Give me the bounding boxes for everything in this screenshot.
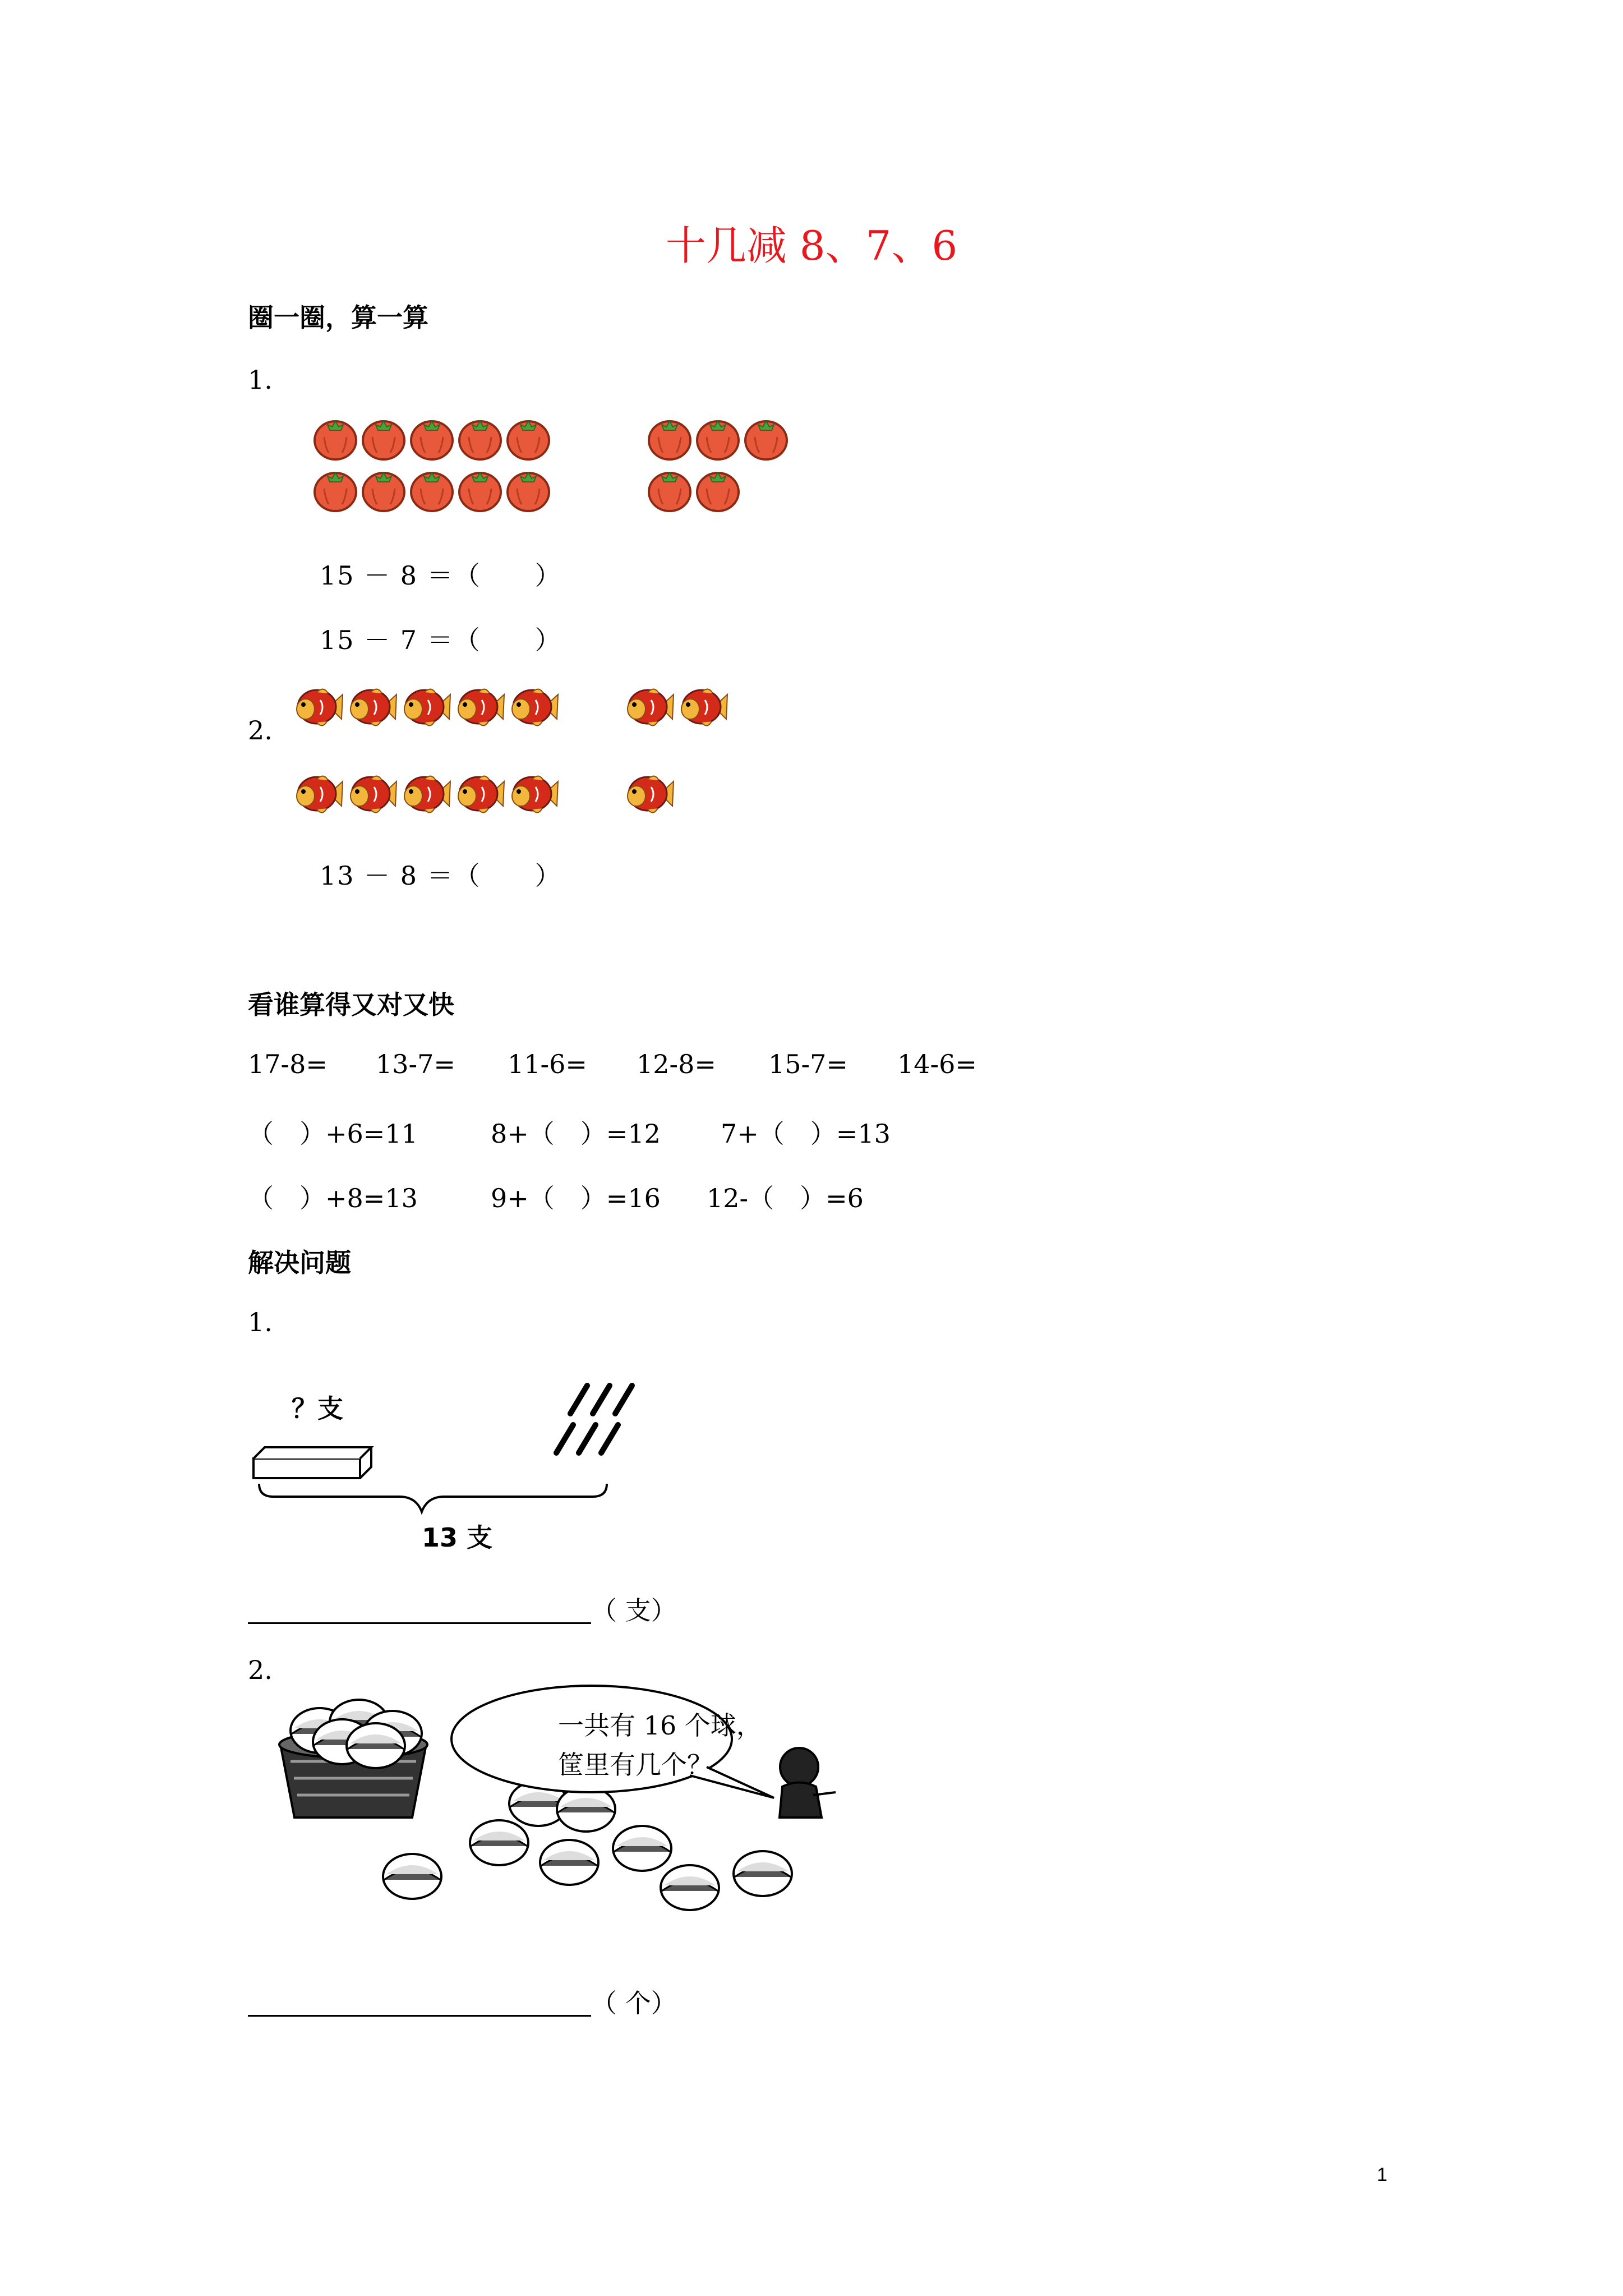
child-icon bbox=[780, 1748, 836, 1818]
exercise: 8+（ ）=12 bbox=[491, 1119, 661, 1149]
fish-icon bbox=[628, 689, 674, 725]
pencil-box-icon bbox=[253, 1447, 371, 1478]
problem-number: 2. bbox=[248, 1655, 273, 1685]
unit-label: （ 支） bbox=[591, 1595, 677, 1626]
tomato-icon bbox=[508, 421, 549, 459]
section-heading-solve-problems: 解决问题 bbox=[248, 1248, 351, 1278]
fish-icon bbox=[297, 689, 343, 725]
exercise: 12-（ ）=6 bbox=[707, 1183, 864, 1213]
question-number: 2. bbox=[248, 715, 273, 746]
tomato-group bbox=[314, 418, 796, 524]
fish-icon bbox=[297, 776, 343, 812]
ball-icon bbox=[734, 1851, 792, 1896]
equation: 15 － 8 ＝（ ） bbox=[320, 560, 562, 591]
exercise: 12-8= bbox=[637, 1049, 716, 1079]
fish-icon bbox=[404, 689, 450, 725]
equation: 13 － 8 ＝（ ） bbox=[320, 861, 562, 891]
page-number: 1 bbox=[1377, 2164, 1387, 2185]
section-heading-circle-compute: 圈一圈，算一算 bbox=[248, 302, 428, 333]
problem-number: 1. bbox=[248, 1307, 273, 1337]
tomato-icon bbox=[649, 421, 690, 459]
ball-icon bbox=[613, 1826, 671, 1871]
fish-icon bbox=[458, 776, 504, 812]
tomato-icon bbox=[508, 473, 549, 511]
exercise: 14-6= bbox=[897, 1049, 977, 1079]
unit-label: （ 个） bbox=[591, 1988, 677, 2018]
tomato-icon bbox=[697, 421, 739, 459]
equation: 15 － 7 ＝（ ） bbox=[320, 625, 562, 655]
fish-icon bbox=[512, 776, 558, 812]
speech-text: 一共有 16 个球， bbox=[558, 1710, 762, 1741]
page-title: 十几减 8、7、6 bbox=[665, 222, 958, 269]
ball-icon bbox=[661, 1865, 719, 1910]
ball-icon bbox=[347, 1723, 405, 1768]
ball-icon bbox=[557, 1787, 615, 1832]
answer-line[interactable] bbox=[248, 2015, 591, 2017]
fish-icon bbox=[628, 776, 674, 812]
tomato-icon bbox=[459, 473, 501, 511]
pencils-icon bbox=[556, 1386, 632, 1453]
exercise: 13-7= bbox=[376, 1049, 455, 1079]
total-label: 13 支 bbox=[422, 1522, 493, 1553]
fish-icon bbox=[458, 689, 504, 725]
brace bbox=[259, 1484, 607, 1512]
exercise: （ ）+6=11 bbox=[248, 1119, 418, 1149]
exercise: （ ）+8=13 bbox=[248, 1183, 418, 1213]
tomato-icon bbox=[459, 421, 501, 459]
tomato-icon bbox=[363, 421, 404, 459]
exercise: 7+（ ）=13 bbox=[721, 1119, 891, 1149]
tomato-icon bbox=[315, 473, 356, 511]
exercise: 11-6= bbox=[508, 1049, 587, 1079]
exercise: 17-8= bbox=[248, 1049, 328, 1079]
tomato-icon bbox=[411, 421, 453, 459]
ball-icon bbox=[470, 1820, 528, 1865]
unknown-label: ？支 bbox=[292, 1393, 343, 1424]
fish-icon bbox=[351, 776, 396, 812]
fish-group bbox=[294, 683, 743, 829]
speech-text: 筐里有几个？ bbox=[558, 1750, 713, 1780]
ball-icon bbox=[383, 1854, 441, 1899]
ball-icon bbox=[540, 1840, 598, 1885]
section-heading-quick-compute: 看谁算得又对又快 bbox=[248, 990, 454, 1020]
tomato-icon bbox=[363, 473, 404, 511]
fish-icon bbox=[512, 689, 558, 725]
tomato-icon bbox=[649, 473, 690, 511]
tomato-icon bbox=[315, 421, 356, 459]
exercise: 15-7= bbox=[768, 1049, 848, 1079]
tomato-icon bbox=[697, 473, 739, 511]
exercise: 9+（ ）=16 bbox=[491, 1183, 661, 1213]
tomato-icon bbox=[745, 421, 787, 459]
answer-line[interactable] bbox=[248, 1622, 591, 1624]
fish-icon bbox=[681, 689, 727, 725]
question-number: 1. bbox=[248, 365, 273, 395]
tomato-icon bbox=[411, 473, 453, 511]
fish-icon bbox=[351, 689, 396, 725]
fish-icon bbox=[404, 776, 450, 812]
